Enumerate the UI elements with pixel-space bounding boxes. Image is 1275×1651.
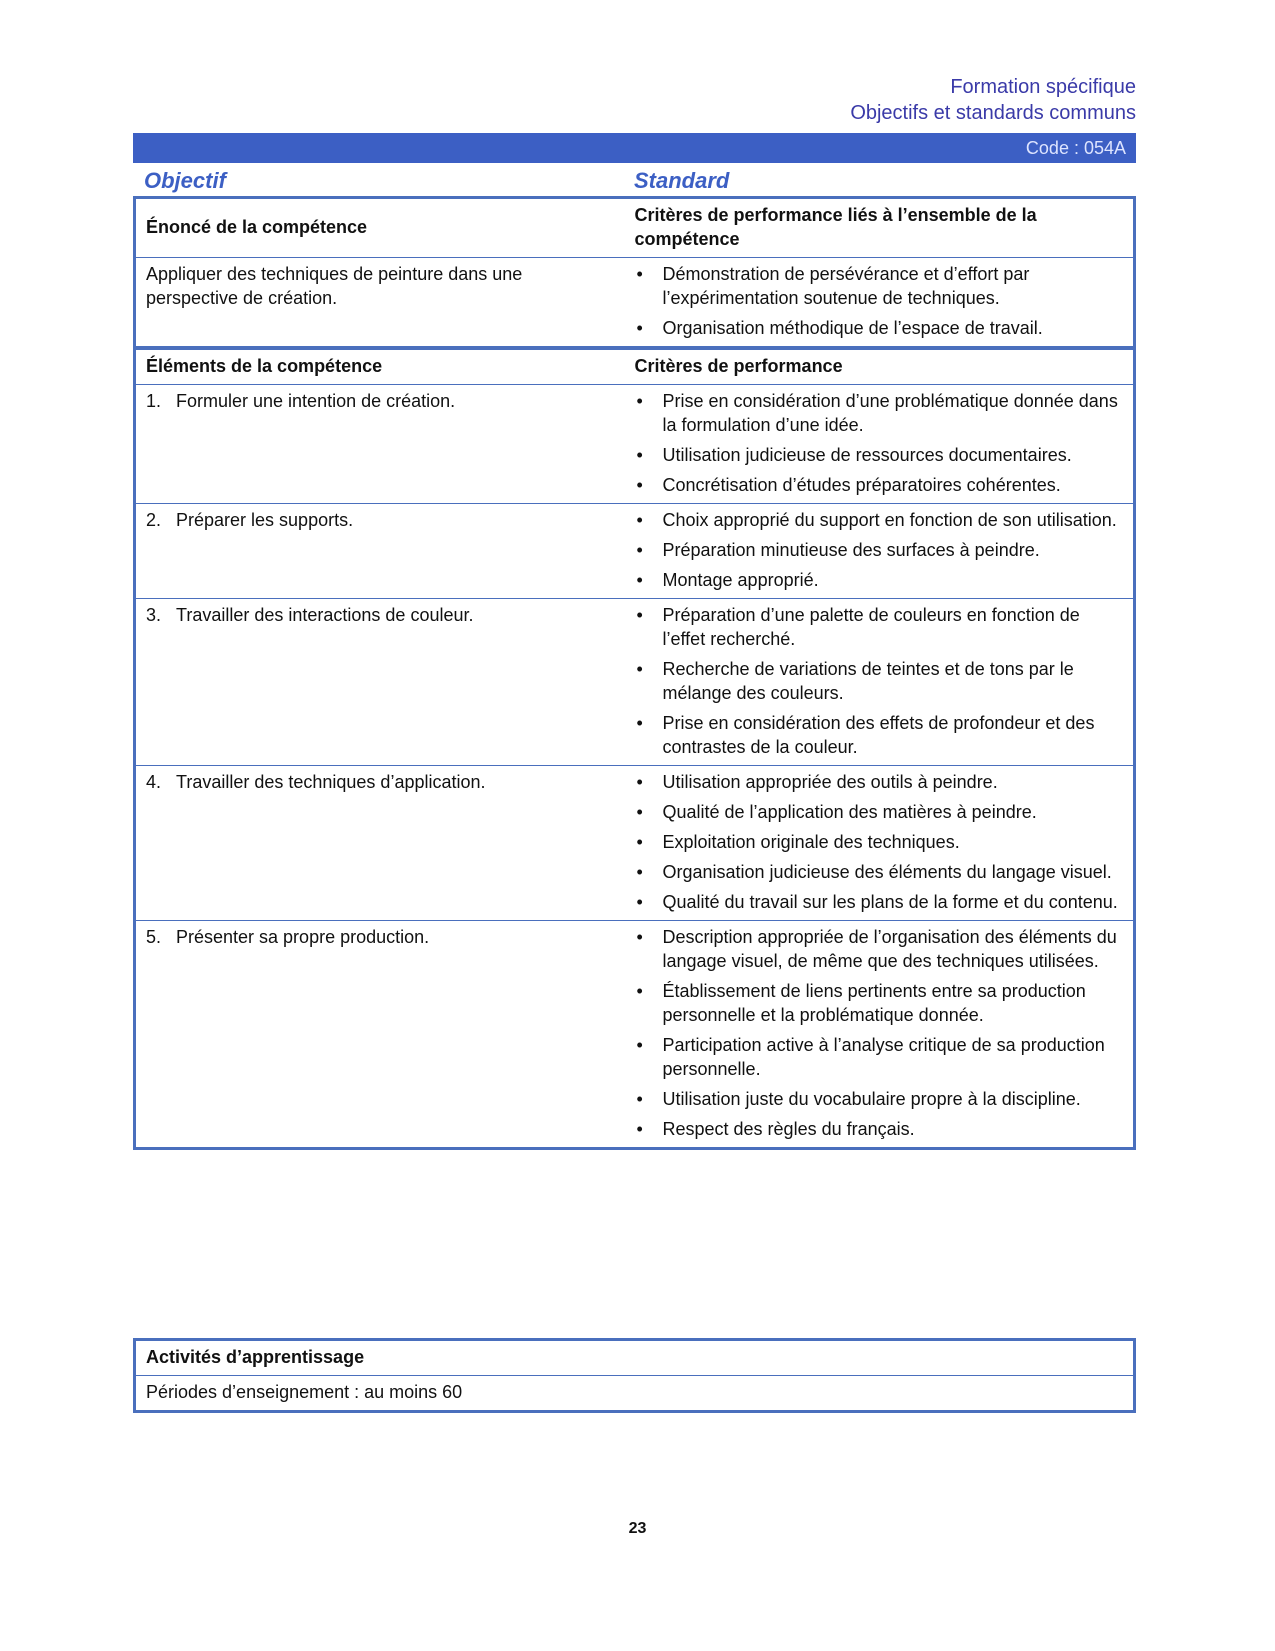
table-row xyxy=(135,385,1135,504)
page-number: 23 xyxy=(628,1520,647,1537)
bullet-icon: • xyxy=(636,927,643,947)
list-item: • Recherche de variations de teintes et de tons par le mélange des couleurs. xyxy=(636,659,1074,703)
bullet-icon: • xyxy=(636,832,643,852)
enonce-table xyxy=(133,196,1136,349)
list-item: • Utilisation judicieuse de ressources documentaires. xyxy=(636,445,1072,465)
table-row xyxy=(135,599,1135,766)
standard-heading: Standard xyxy=(634,168,730,193)
bullet-icon: • xyxy=(636,445,643,465)
list-item: • Prise en considération d’une problématique donnée dans la formulation d’une idée. xyxy=(636,391,1118,435)
list-item: • Montage approprié. xyxy=(636,570,819,590)
list-item: • Concrétisation d’études préparatoires cohérentes. xyxy=(636,475,1061,495)
elements-table xyxy=(133,347,1136,1150)
element-2: 2. Préparer les supports. xyxy=(135,504,625,599)
header-formation: Formation spécifique xyxy=(950,76,1136,98)
list-item: • Préparation minutieuse des surfaces à peindre. xyxy=(636,540,1040,560)
header-objectifs: Objectifs et standards communs xyxy=(850,102,1136,124)
list-item: • Participation active à l’analyse critique de sa production personnelle. xyxy=(636,1035,1105,1079)
bullet-icon: • xyxy=(636,605,643,625)
element-4: 4. Travailler des techniques d’application. xyxy=(135,766,625,921)
enonce-text: Appliquer des techniques de peinture dans une perspective de création. xyxy=(135,258,625,348)
competency-code: Code : 054A xyxy=(1025,138,1126,158)
list-item: • Prise en considération des effets de profondeur et des contrastes de la couleur. xyxy=(636,713,1095,757)
bullet-icon: • xyxy=(636,1119,643,1139)
list-item: • Utilisation juste du vocabulaire propre à la discipline. xyxy=(636,1089,1081,1109)
objectif-heading: Objectif xyxy=(144,168,226,193)
bullet-icon: • xyxy=(636,570,643,590)
elements-label: Éléments de la compétence xyxy=(146,356,383,376)
list-item: • Organisation méthodique de l’espace de travail. xyxy=(636,318,1043,338)
activites-label: Activités d’apprentissage xyxy=(146,1347,365,1367)
list-item: • Description appropriée de l’organisation des éléments du langage visuel, de même que des techniques utilisées. xyxy=(636,927,1117,971)
bullet-icon: • xyxy=(636,772,643,792)
bullet-icon: • xyxy=(636,540,643,560)
list-item: • Qualité du travail sur les plans de la forme et du contenu. xyxy=(636,892,1118,912)
teaching-periods: Périodes d’enseignement : au moins 60 xyxy=(135,1376,1135,1412)
element-5: 5. Présenter sa propre production. xyxy=(135,921,625,1149)
bullet-icon: • xyxy=(636,981,643,1001)
activites-table xyxy=(133,1338,1136,1413)
enonce-criteria-list xyxy=(635,262,1128,340)
list-item: • Démonstration de persévérance et d’effort par l’expérimentation soutenue de techniques. xyxy=(636,264,1030,308)
bullet-icon: • xyxy=(636,713,643,733)
bullet-icon: • xyxy=(636,475,643,495)
enonce-criteria-label: Critères de performance liés à l’ensemble de la compétence xyxy=(634,205,1037,249)
list-item: • Respect des règles du français. xyxy=(636,1119,915,1139)
bullet-icon: • xyxy=(636,391,643,411)
column-headers xyxy=(144,168,1136,196)
enonce-label: Énoncé de la compétence xyxy=(146,217,368,237)
table-row xyxy=(135,766,1135,921)
bullet-icon: • xyxy=(636,802,643,822)
list-item: • Qualité de l’application des matières à peindre. xyxy=(636,802,1037,822)
list-item: • Utilisation appropriée des outils à peindre. xyxy=(636,772,998,792)
bullet-icon: • xyxy=(636,1089,643,1109)
code-bar xyxy=(133,133,1136,163)
element-1: 1. Formuler une intention de création. xyxy=(135,385,625,504)
bullet-icon: • xyxy=(636,892,643,912)
list-item: • Préparation d’une palette de couleurs en fonction de l’effet recherché. xyxy=(636,605,1080,649)
page-header xyxy=(850,74,1136,126)
bullet-icon: • xyxy=(636,510,643,530)
elements-criteria-label: Critères de performance xyxy=(634,356,843,376)
table-row xyxy=(135,504,1135,599)
list-item: • Exploitation originale des techniques. xyxy=(636,832,960,852)
element-3: 3. Travailler des interactions de couleur. xyxy=(135,599,625,766)
list-item: • Organisation judicieuse des éléments du langage visuel. xyxy=(636,862,1112,882)
table-row xyxy=(135,921,1135,1149)
list-item: • Établissement de liens pertinents entre sa production personnelle et la problématique donnée. xyxy=(636,981,1086,1025)
list-item: • Choix approprié du support en fonction de son utilisation. xyxy=(636,510,1117,530)
bullet-icon: • xyxy=(636,1035,643,1055)
bullet-icon: • xyxy=(636,659,643,679)
bullet-icon: • xyxy=(636,264,643,284)
bullet-icon: • xyxy=(636,318,643,338)
bullet-icon: • xyxy=(636,862,643,882)
